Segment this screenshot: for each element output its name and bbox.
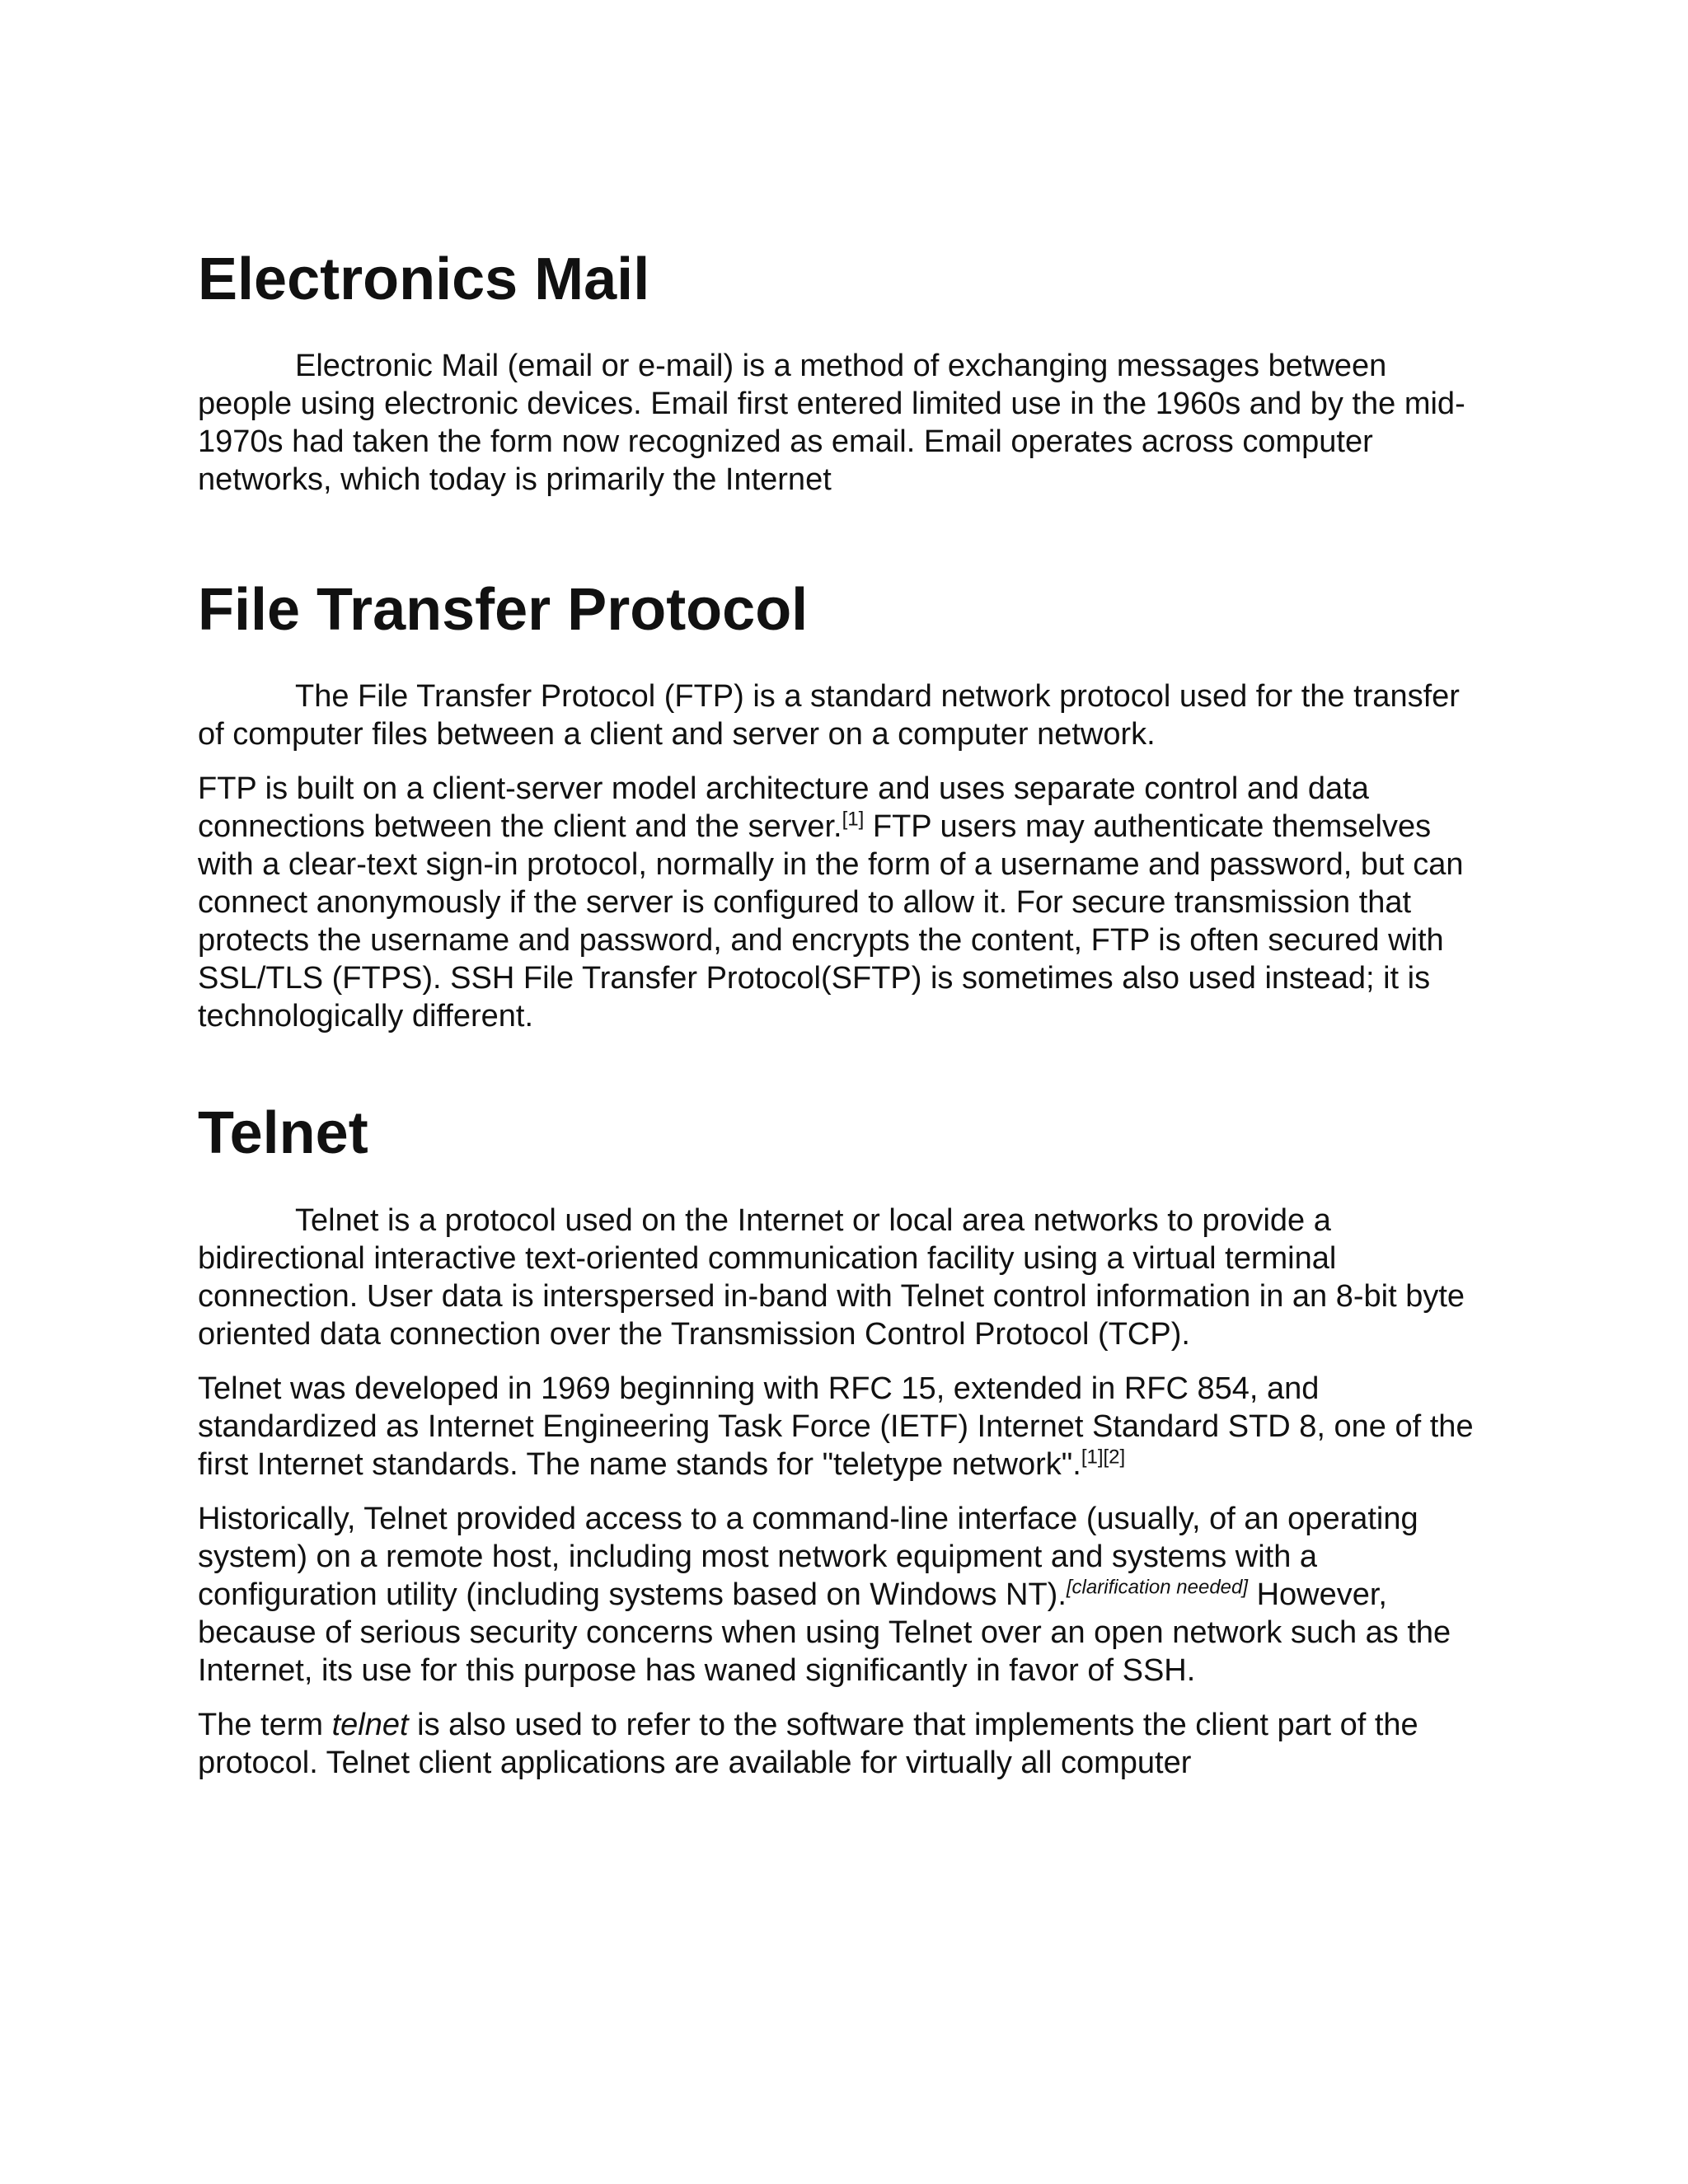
citation-ref-ftp: [1] <box>842 808 865 831</box>
paragraph-telnet-4-text-b: is also used to refer to the software that implements the client part of the protocol. Telnet client applications are available for virtually all computer <box>198 1707 1418 1780</box>
paragraph-ftp-2 <box>198 770 1484 1035</box>
paragraph-telnet-3-text-b: However, because of serious security concerns when using Telnet over an open network such as the Internet, its use for this purpose has waned significantly in favor of SSH. <box>198 1577 1451 1688</box>
document-page <box>198 247 1484 1798</box>
paragraph-email-1: Electronic Mail (email or e-mail) is a method of exchanging messages between people using electronic devices. Email first entered limited use in the 1960s and by the mid-1970s had taken the form now recognized as email. Email operates across computer networks, which today is primarily the Internet <box>198 349 1465 498</box>
paragraph-telnet-1: Telnet is a protocol used on the Internet or local area networks to provide a bidirectional interactive text-oriented communication facility using a virtual terminal connection. User data is interspersed in-band with Telnet control information in an 8-bit byte oriented data connection over the Transmission Control Protocol (TCP). <box>198 1202 1465 1352</box>
citation-ref-telnet: [1][2] <box>1081 1445 1126 1468</box>
paragraph-telnet-3 <box>198 1500 1484 1690</box>
section-email <box>198 247 1484 499</box>
paragraph-ftp-2-text-a: FTP is built on a client-server model architecture and uses separate control and data connections between the client and the server. <box>198 771 1369 845</box>
section-telnet <box>198 1101 1484 1781</box>
heading-telnet: Telnet <box>198 1100 368 1167</box>
paragraph-telnet-2 <box>198 1370 1484 1483</box>
paragraph-telnet-2-text: Telnet was developed in 1969 beginning with RFC 15, extended in RFC 854, and standardized as Internet Engineering Task Force (IETF) Internet Standard STD 8, one of the first Internet standards. The name stands for "teletype network". <box>198 1371 1474 1482</box>
heading-file-transfer-protocol: File Transfer Protocol <box>198 577 809 644</box>
paragraph-telnet-4-text-a: The term <box>198 1707 332 1742</box>
paragraph-ftp-1: The File Transfer Protocol (FTP) is a standard network protocol used for the transfer of computer files between a client and server on a computer network. <box>198 679 1460 752</box>
paragraph-ftp-2-text-b: FTP users may authenticate themselves with a clear-text sign-in protocol, normally in the form of a username and password, but can connect anonymously if the server is configured to allow it. For secure transmission that protects the username and password, and encrypts the content, FTP is often secured with SSL/TLS (FTPS). SSH File Transfer Protocol(SFTP) is sometimes also used instead; it is technologically different. <box>198 809 1464 1034</box>
heading-electronics-mail: Electronics Mail <box>198 246 650 312</box>
paragraph-telnet-4 <box>198 1706 1484 1782</box>
section-ftp <box>198 578 1484 1035</box>
clarification-needed-note: [clarification needed] <box>1066 1575 1249 1598</box>
term-telnet-emphasis: telnet <box>331 1707 409 1742</box>
paragraph-telnet-3-text-a: Historically, Telnet provided access to a command-line interface (usually, of an operating system) on a remote host, including most network equipment and systems with a configuration utility (including systems based on Windows NT). <box>198 1501 1418 1612</box>
